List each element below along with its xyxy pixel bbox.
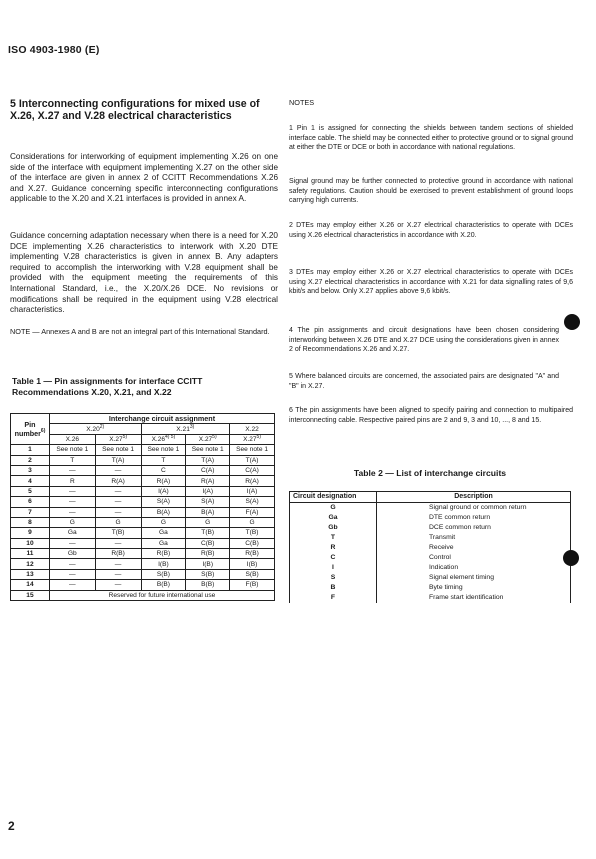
circuit-cell: R(B): [141, 549, 186, 559]
pin-number-cell: 4: [11, 476, 50, 486]
circuit-cell: S(B): [141, 569, 186, 579]
circuit-cell: I(B): [141, 559, 186, 569]
circuit-cell: T(B): [186, 528, 230, 538]
table-row: [290, 513, 571, 523]
table-row: [290, 593, 571, 603]
sub-header-label: X.27: [109, 435, 123, 443]
circuit-code-cell: C: [290, 553, 377, 563]
circuit-cell: I(A): [141, 486, 186, 496]
circuit-cell: I(B): [230, 559, 275, 569]
circuit-cell: S(B): [230, 569, 275, 579]
circuit-cell: R(B): [186, 549, 230, 559]
circuit-cell: —: [95, 486, 141, 496]
circuit-code-cell: T: [290, 533, 377, 543]
circuit-cell: I(B): [186, 559, 230, 569]
table-2-body: [290, 503, 571, 604]
note-2: 2 DTEs may employ either X.26 or X.27 electrical characteristics to operate with DCEs using X.26 electrical characteristics in accordance with X.20.: [289, 222, 573, 239]
circuit-cell: C(B): [186, 538, 230, 548]
sub-header-sup: 5): [212, 433, 217, 440]
circuit-cell: B(A): [186, 507, 230, 517]
sub-header-sup: 4) 5): [164, 433, 176, 440]
table-1-caption: Table 1 — Pin assignments for interface CCITT Recommendations X.20, X.21, and X.22: [12, 376, 203, 397]
circuit-description-cell: DTE common return: [377, 513, 571, 523]
circuit-cell: —: [95, 559, 141, 569]
circuit-description-cell: Control: [377, 553, 571, 563]
section-5-paragraph-2: Guidance concerning adaptation necessary when there is a need for X.20 DCE implementing X.26 characteristics to interwork with X.20 DTE implementing V.28 characteristics is given in annex B. Any adapters required to accomplish the interworking with V.28 equipment shall be provided with the equipment meeting the requirements of this International Standard, i.e., the X.20/X.26 DCE. No revisions or modifications shall be required in the equipment using V.28 electrical characteristics.: [10, 231, 278, 315]
circuit-designation-header: Circuit designation: [290, 492, 377, 503]
table-row: [11, 497, 275, 507]
pin-number-cell: 9: [11, 528, 50, 538]
circuit-cell: See note 1: [49, 445, 95, 455]
circuit-cell: T(A): [95, 455, 141, 465]
circuit-cell: —: [49, 507, 95, 517]
circuit-cell: R(A): [186, 476, 230, 486]
circuit-cell: —: [49, 538, 95, 548]
circuit-description-cell: Transmit: [377, 533, 571, 543]
circuit-cell: —: [49, 465, 95, 475]
table-row: [11, 445, 275, 455]
sub-header-label: X.26: [65, 435, 79, 443]
circuit-cell: R(A): [230, 476, 275, 486]
description-header: Description: [377, 492, 571, 503]
sub-header-label: X.27: [243, 435, 257, 443]
table-row: [290, 523, 571, 533]
page-number: 2: [8, 819, 15, 833]
circuit-cell: —: [95, 580, 141, 590]
reserved-cell: Reserved for future international use: [49, 590, 274, 600]
circuit-cell: —: [95, 569, 141, 579]
table-row: [11, 590, 275, 600]
table-row: [290, 503, 571, 514]
circuit-cell: R(A): [95, 476, 141, 486]
note-1b: Signal ground may be further connected to protective ground in accordance with national safety regulations. Caution should be exercised to prevent establishment of ground loops carrying high currents.: [289, 178, 573, 205]
table-row: [11, 517, 275, 527]
x21-label: X.21: [176, 425, 190, 433]
x20-label: X.20: [86, 425, 100, 433]
circuit-cell: Ga: [141, 538, 186, 548]
circuit-cell: C(A): [230, 465, 275, 475]
pin-number-cell: 5: [11, 486, 50, 496]
circuit-cell: G: [141, 517, 186, 527]
circuit-cell: G: [186, 517, 230, 527]
note-1a: 1 Pin 1 is assigned for connecting the shields between tandem sections of shielded interface cable. The shield may be connected either to protective ground or to signal ground at either the DTE or DCE or both in accordance with national regulations.: [289, 125, 573, 152]
circuit-cell: R(B): [95, 549, 141, 559]
pin-number-header: [11, 414, 50, 445]
table-row: [290, 583, 571, 593]
circuit-cell: S(A): [230, 497, 275, 507]
circuit-cell: See note 1: [141, 445, 186, 455]
circuit-cell: —: [95, 497, 141, 507]
table-row: [11, 528, 275, 538]
circuit-cell: C(B): [230, 538, 275, 548]
sub-header-label: X.26: [151, 435, 165, 443]
table-row: [290, 543, 571, 553]
circuit-cell: —: [49, 559, 95, 569]
circuit-code-cell: Gb: [290, 523, 377, 533]
circuit-cell: S(A): [141, 497, 186, 507]
pin-number-cell: 12: [11, 559, 50, 569]
x21-header: [141, 424, 230, 434]
circuit-cell: See note 1: [186, 445, 230, 455]
x20-sup: 2): [99, 423, 105, 430]
circuit-cell: C: [141, 465, 186, 475]
circuit-cell: I(A): [230, 486, 275, 496]
circuit-code-cell: S: [290, 573, 377, 583]
x22-header: X.22: [230, 424, 275, 434]
circuit-code-cell: I: [290, 563, 377, 573]
circuit-cell: —: [49, 497, 95, 507]
table-row: [11, 507, 275, 517]
circuit-description-cell: Receive: [377, 543, 571, 553]
table-1-body: [11, 445, 275, 590]
circuit-cell: T(B): [95, 528, 141, 538]
table-row: [11, 559, 275, 569]
circuit-cell: T: [141, 455, 186, 465]
sub-header-cell: [186, 434, 230, 444]
pin-number-cell: 10: [11, 538, 50, 548]
circuit-description-cell: Frame start identification: [377, 593, 571, 603]
circuit-cell: S(A): [186, 497, 230, 507]
pin-number-label: Pin number: [14, 420, 41, 439]
circuit-cell: G: [49, 517, 95, 527]
section-5-paragraph-1: Considerations for interworking of equipment implementing X.26 on one side of the interface with equipment implementing X.27 on the other side of the interface are given in annex 2 of CCITT Recommendations X.26 and X.27. Guidance concerning specific interconnecting configurations applicable to the X.20 and X.21 interfaces is provided in annex A.: [10, 152, 278, 204]
circuit-cell: B(A): [141, 507, 186, 517]
circuit-cell: Ga: [141, 528, 186, 538]
circuit-cell: R(B): [230, 549, 275, 559]
circuit-cell: —: [49, 569, 95, 579]
table-row: [11, 465, 275, 475]
notes-heading: NOTES: [289, 98, 315, 107]
circuit-description-cell: Signal ground or common return: [377, 503, 571, 514]
circuit-cell: I(A): [186, 486, 230, 496]
circuit-cell: C(A): [186, 465, 230, 475]
table-row: [11, 455, 275, 465]
table-row: [290, 533, 571, 543]
circuit-cell: See note 1: [230, 445, 275, 455]
circuit-cell: —: [49, 486, 95, 496]
circuit-description-cell: Byte timing: [377, 583, 571, 593]
circuit-cell: T(A): [230, 455, 275, 465]
section-5-note: NOTE — Annexes A and B are not an integral part of this International Standard.: [10, 327, 270, 336]
pin-number-cell: 1: [11, 445, 50, 455]
circuit-cell: Ga: [49, 528, 95, 538]
binder-hole-icon: [564, 314, 580, 330]
circuit-description-cell: Indication: [377, 563, 571, 573]
table-row: [290, 573, 571, 583]
x20-header: [49, 424, 141, 434]
circuit-cell: T(B): [230, 528, 275, 538]
sub-header-sup: 5): [256, 433, 261, 440]
table-row: [290, 553, 571, 563]
circuit-code-cell: Ga: [290, 513, 377, 523]
circuit-cell: —: [95, 465, 141, 475]
table-2-caption: Table 2 — List of interchange circuits: [353, 468, 507, 478]
circuit-cell: R: [49, 476, 95, 486]
note-3: 3 DTEs may employ either X.26 or X.27 electrical characteristics to operate with DCEs using X.27 electrical characteristics in accordance with X.21 for data signalling rates of 9,6 kbit/s and below. Only X.27 applies above 9,6 kbit/s.: [289, 269, 573, 296]
table-row: [11, 580, 275, 590]
pin-number-cell: 7: [11, 507, 50, 517]
circuit-code-cell: G: [290, 503, 377, 514]
circuit-code-cell: R: [290, 543, 377, 553]
document-header: ISO 4903-1980 (E): [8, 44, 100, 56]
circuit-cell: —: [95, 538, 141, 548]
table-row: [11, 569, 275, 579]
sub-header-row: [11, 434, 275, 444]
pin-number-cell: 14: [11, 580, 50, 590]
table-row: [11, 476, 275, 486]
binder-hole-icon: [563, 550, 579, 566]
circuit-code-cell: F: [290, 593, 377, 603]
section-5-title: 5 Interconnecting configurations for mixed use of X.26, X.27 and V.28 electrical characteristics: [10, 98, 260, 122]
circuit-description-cell: Signal element timing: [377, 573, 571, 583]
pin-number-sup: 6): [40, 428, 46, 435]
pin-number-cell: 6: [11, 497, 50, 507]
sub-header-label: X.27: [198, 435, 213, 443]
x21-sup: 3): [189, 423, 195, 430]
note-5: 5 Where balanced circuits are concerned, the associated pairs are designated "A" and "B" in X.27.: [289, 373, 559, 390]
circuit-cell: F(A): [230, 507, 275, 517]
circuit-cell: R(A): [141, 476, 186, 486]
pin-number-cell: 15: [11, 590, 50, 600]
pin-number-cell: 8: [11, 517, 50, 527]
circuit-cell: S(B): [186, 569, 230, 579]
sub-header-cell: [95, 434, 141, 444]
circuit-cell: B(B): [141, 580, 186, 590]
pin-number-cell: 11: [11, 549, 50, 559]
sub-header-sup: 5): [122, 433, 128, 440]
circuit-description-cell: DCE common return: [377, 523, 571, 533]
pin-number-cell: 3: [11, 465, 50, 475]
table-row: [11, 549, 275, 559]
pin-number-cell: 13: [11, 569, 50, 579]
circuit-cell: T: [49, 455, 95, 465]
circuit-cell: —: [95, 507, 141, 517]
table-row: [11, 486, 275, 496]
sub-header-cell: [49, 434, 95, 444]
sub-header-cell: [230, 434, 275, 444]
table-row: [11, 538, 275, 548]
table-2-interchange-circuits: [289, 491, 571, 603]
note-4: 4 The pin assignments and circuit designations have been chosen considering interworking between X.26 DTE and X.27 DCE using the considerations given in annex 2 of Recommendations X.26 and X.27.: [289, 327, 559, 354]
pin-number-cell: 2: [11, 455, 50, 465]
table-row: [290, 563, 571, 573]
circuit-cell: G: [95, 517, 141, 527]
circuit-cell: Gb: [49, 549, 95, 559]
circuit-cell: F(B): [230, 580, 275, 590]
circuit-cell: G: [230, 517, 275, 527]
table-1-pin-assignments: [10, 413, 275, 601]
circuit-code-cell: B: [290, 583, 377, 593]
interchange-group-header: Interchange circuit assignment: [49, 414, 274, 424]
sub-header-cell: [141, 434, 186, 444]
circuit-cell: T(A): [186, 455, 230, 465]
note-6: 6 The pin assignments have been aligned to specify pairing and connection to multipaired interconnecting cable. Respective paired pins are 2 and 9, 3 and 10, ..., 8 and 15.: [289, 407, 573, 424]
circuit-cell: See note 1: [95, 445, 141, 455]
circuit-cell: B(B): [186, 580, 230, 590]
circuit-cell: —: [49, 580, 95, 590]
